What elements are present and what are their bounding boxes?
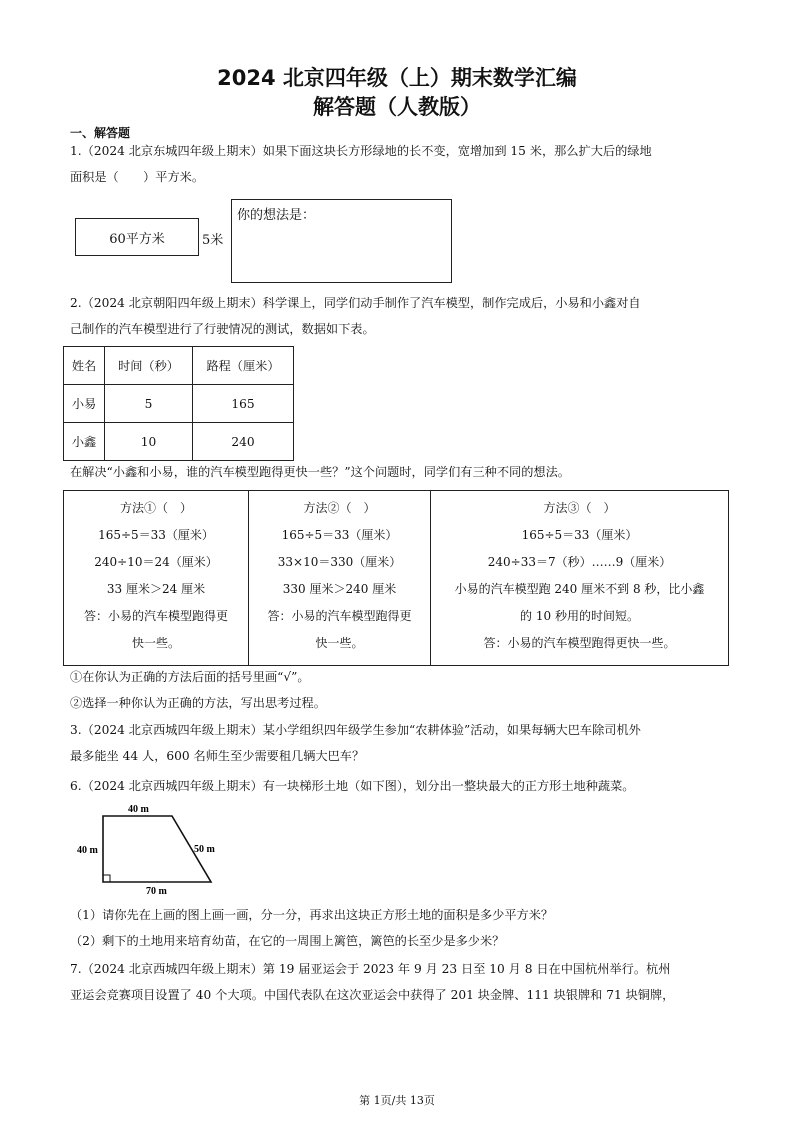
table-cell: 165 [193,385,294,423]
table-cell: 240 [193,423,294,461]
page-subtitle: 解答题（人教版） [313,95,481,119]
page-title: 2024 北京四年级（上）期末数学汇编 [217,66,577,90]
method-2-cell [249,491,431,666]
q2-sub2: ②选择一种你认为正确的方法，写出思考过程。 [70,696,326,710]
table-cell: 5 [105,385,193,423]
table-header-cell: 时间（秒） [105,347,193,385]
bottom-length-label: 70 m [146,886,167,897]
method-1-line: 165÷5＝33（厘米） [98,528,214,542]
table-header-row [64,347,294,385]
section-heading: 一、解答题 [70,126,131,140]
method-3-line: 165÷5＝33（厘米） [521,528,638,542]
method-3-line: 小易的汽车模型跑 240 厘米不到 8 秒，比小鑫 [454,582,705,596]
method-3-cell [431,491,729,666]
q1-line1: 1.（2024 北京东城四年级上期末）如果下面这块长方形绿地的长不变，宽增加到 15 米，那么扩大后的绿地 [70,144,652,158]
q6-sub2: （2）剩下的土地用来培育幼苗，在它的一周围上篱笆，篱笆的长至少是多少米？ [70,934,505,948]
q2-sub1: ①在你认为正确的方法后面的括号里画“√”。 [70,670,310,684]
q6-sub1: （1）请你先在上画的图上画一画，分一分，再求出这块正方形土地的面积是多少平方米？ [70,908,554,922]
method-3-line: 240÷33＝7（秒）……9（厘米） [487,555,672,569]
method-2-line: 答：小易的汽车模型跑得更 [267,609,412,623]
method-1-cell [64,491,249,666]
q2-line1: 2.（2024 北京朝阳四年级上期末）科学课上，同学们动手制作了汽车模型，制作完成后，小易和小鑫对自 [70,296,641,310]
q2-line2: 己制作的汽车模型进行了行驶情况的测试，数据如下表。 [70,322,375,336]
method-2-line: 33×10＝330（厘米） [277,555,402,569]
method-3-title: 方法③（ ） [543,501,616,515]
method-2-line: 165÷5＝33（厘米） [281,528,398,542]
top-length-label: 40 m [128,804,149,815]
method-3-line: 答：小易的汽车模型跑得更快一些。 [483,636,676,650]
trapezoid-figure [70,800,230,900]
q6-line1: 6.（2024 北京西城四年级上期末）有一块梯形土地（如下图），划分出一整块最大的正方形土地种蔬菜。 [70,779,635,793]
rectangle-width-label: 5米 [202,233,224,248]
method-1-line: 答：小易的汽车模型跑得更 [83,609,228,623]
method-1-line: 240÷10＝24（厘米） [94,555,218,569]
q7-line2: 亚运会竞赛项目设置了 40 个大项。中国代表队在这次亚运会中获得了 201 块金牌、111 块银牌和 71 块铜牌， [70,988,675,1002]
methods-table [63,490,729,666]
method-2-line: 快一些。 [315,636,364,650]
q3-line1: 3.（2024 北京西城四年级上期末）某小学组织四年级学生参加“农耕体验”活动，如果每辆大巴车除司机外 [70,723,641,737]
table-row [64,385,294,423]
thought-box [231,199,452,283]
methods-row [64,491,729,666]
q2-intro: 在解决“小鑫和小易，谁的汽车模型跑得更快一些？”这个问题时，同学们有三种不同的想法。 [70,465,570,479]
method-2-title: 方法②（ ） [303,501,376,515]
method-3-line: 的 10 秒用的时间短。 [520,609,639,623]
rectangle-area-label: 60平方米 [109,231,165,247]
q7-line1: 7.（2024 北京西城四年级上期末）第 19 届亚运会于 2023 年 9 月 23 日至 10 月 8 日在中国杭州举行。杭州 [70,962,671,976]
right-angle-mark [103,875,110,882]
q3-line2: 最多能坐 44 人，600 名师生至少需要租几辆大巴车？ [70,749,365,763]
method-1-line: 快一些。 [131,636,180,650]
q1-line2: 面积是（ ）平方米。 [70,170,205,184]
method-1-title: 方法①（ ） [119,501,192,515]
table-header-cell: 姓名 [64,347,105,385]
method-1-line: 33 厘米＞24 厘米 [106,582,206,596]
left-length-label: 40 m [77,845,98,856]
table-cell: 小鑫 [64,423,105,461]
method-2-line: 330 厘米＞240 厘米 [282,582,397,596]
table-header-cell: 路程（厘米） [193,347,294,385]
table-row [64,423,294,461]
right-length-label: 50 m [194,844,215,855]
rectangle-figure [75,218,199,256]
page-footer: 第 1页/共 13页 [359,1094,435,1107]
thought-box-label: 你的想法是： [237,208,316,223]
data-table [63,346,294,461]
table-cell: 小易 [64,385,105,423]
table-cell: 10 [105,423,193,461]
